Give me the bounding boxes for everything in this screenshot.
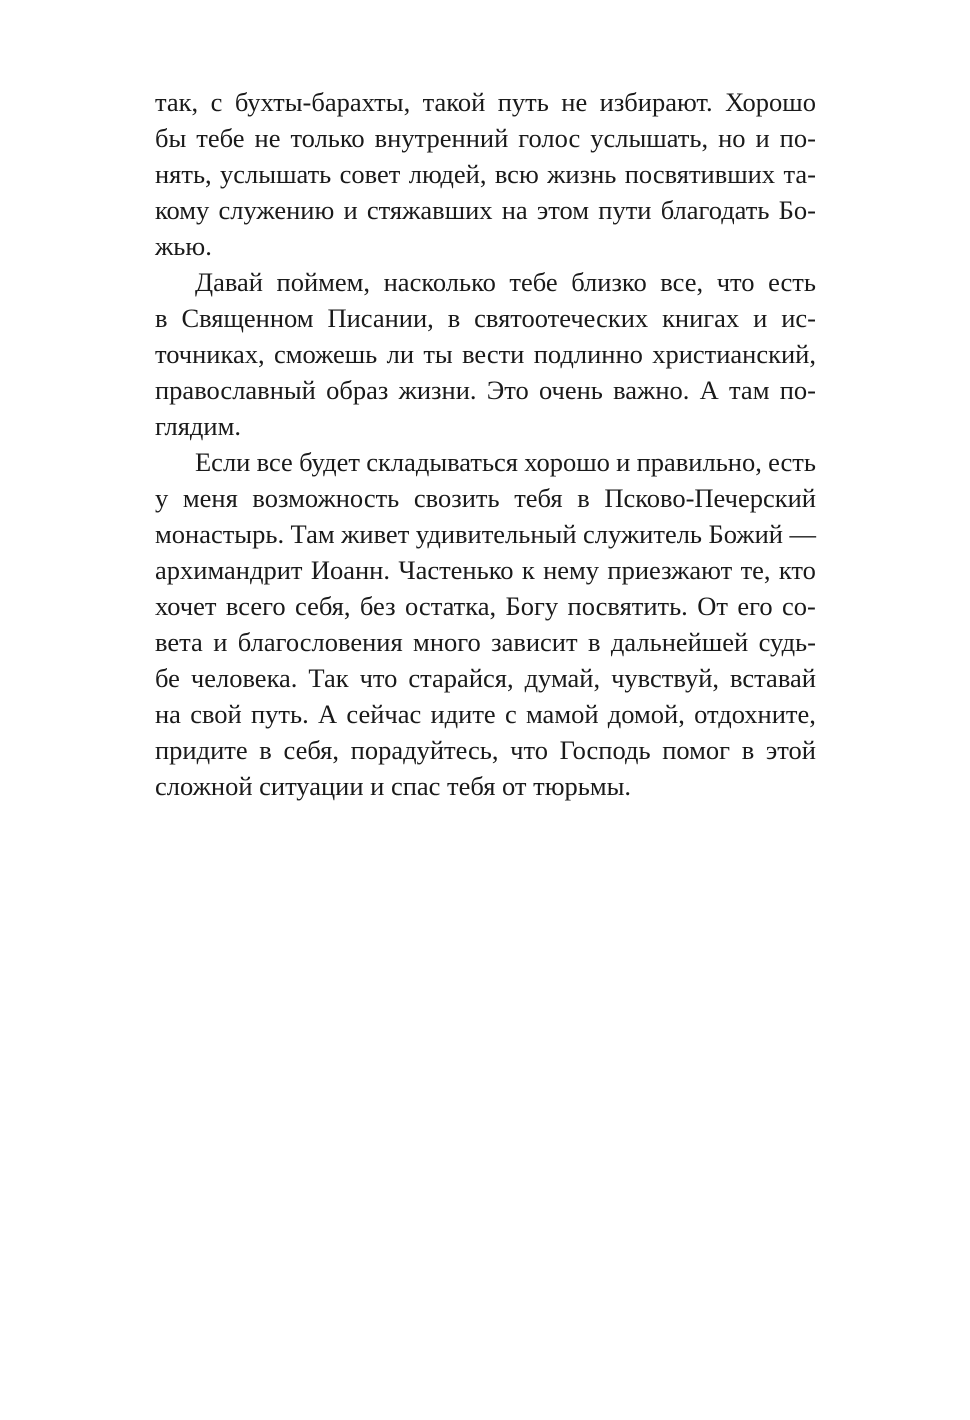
word: в [447,303,461,333]
word: домой, [607,699,685,729]
word: в [155,303,168,333]
word: услышать, [590,123,709,153]
word: к [521,555,535,585]
word: кому [155,195,210,225]
text-line [155,372,816,408]
word: в [259,735,272,765]
text-line: глядим. [155,411,241,441]
word: образ [326,375,389,405]
word: очень [538,375,603,405]
word: От [697,591,728,621]
word: Это [486,375,529,405]
word: этой [765,735,816,765]
text-line [155,516,816,552]
word: Частенько [398,555,514,585]
word: но [718,123,746,153]
word: хорошо [524,447,610,477]
word: Давай [195,267,263,297]
word: со- [782,591,816,621]
word: насколько [383,267,496,297]
word: посвятить. [567,591,688,621]
word: все, [660,267,704,297]
word: не [561,87,588,117]
paragraph [155,444,816,804]
word: себя, [295,591,351,621]
word: книгах [662,303,740,333]
word: с [210,87,223,117]
word: так, [155,87,199,117]
word: ли [386,339,415,369]
word: служитель [582,519,703,549]
text-line [155,588,816,624]
word: свой [190,699,242,729]
word: вести [462,339,525,369]
text-line [155,696,816,732]
word: важно. [613,375,690,405]
word: совет [339,159,401,189]
word: помог [662,735,731,765]
word: путь. [250,699,309,729]
word: порадуйтесь, [350,735,499,765]
text-line [155,624,816,660]
word: Богу [505,591,559,621]
word: стяжавших [366,195,493,225]
word: дальнейшей [610,627,749,657]
word: думай, [524,663,601,693]
word: по- [779,123,816,153]
word: и [343,195,358,225]
word: там [729,375,770,405]
word: его [737,591,773,621]
word: православный [155,375,316,405]
word: у [155,483,169,513]
word: те, [740,555,771,585]
word: этом [536,195,590,225]
word: нему [543,555,600,585]
word: избирают. [599,87,713,117]
word: поймем, [276,267,371,297]
word: — [789,519,816,549]
word: и [753,303,768,333]
text-line [155,156,816,192]
word: христианский, [652,339,816,369]
word: ты [423,339,453,369]
text-column [155,84,816,804]
word: сейчас [346,699,422,729]
word: себя, [283,735,339,765]
word: что [510,735,548,765]
word: придите [155,735,248,765]
text-line [155,660,816,696]
word: не [254,123,281,153]
text-line [155,192,816,228]
word: нять, [155,159,212,189]
word: и [616,447,631,477]
word: Хорошо [725,87,816,117]
word: удивительный [415,519,577,549]
word: жизнь [547,159,617,189]
word: меня [182,483,238,513]
word: и [755,123,770,153]
word: только [290,123,365,153]
word: в [577,483,590,513]
word: хочет [155,591,217,621]
word: тебе [509,267,558,297]
word: бухты-барахты, [234,87,411,117]
word: служению [218,195,335,225]
word: Божий [708,519,783,549]
text-line [155,120,816,156]
word: много [413,627,481,657]
text-line: сложной ситуации и спас тебя от тюрьмы. [155,771,632,801]
word: на [501,195,528,225]
word: монастырь. [155,519,285,549]
word: Господь [559,735,651,765]
paragraph [155,84,816,264]
word: кто [778,555,816,585]
word: все [256,447,293,477]
word: свозить [413,483,500,513]
word: человека. [190,663,298,693]
word: всю [494,159,539,189]
word: Псково-Печерский [604,483,816,513]
word: тебе [196,123,245,153]
word: услышать [220,159,332,189]
word: чувствуй, [611,663,720,693]
word: без [359,591,396,621]
word: что [716,267,755,297]
word: ис- [781,303,816,333]
text-line [155,336,816,372]
text-line [155,300,816,336]
word: возможность [252,483,400,513]
word: старайся, [408,663,514,693]
word: бы [155,123,187,153]
word: Священном [181,303,314,333]
word: есть [768,267,816,297]
word: точниках, [155,339,265,369]
word: вета [155,627,203,657]
word: судь- [758,627,816,657]
word: благословения [237,627,403,657]
word: Бо- [778,195,816,225]
word: в [741,735,755,765]
word: идите [430,699,496,729]
word: и [213,627,228,657]
text-line [155,480,816,516]
text-line [155,552,816,588]
word: Так [308,663,349,693]
word: Иоанн. [310,555,390,585]
text-line [155,84,816,120]
paragraph [155,264,816,444]
word: мамой [525,699,599,729]
word: архимандрит [155,555,303,585]
word: остатка, [405,591,497,621]
text-line [155,732,816,768]
word: А [699,375,719,405]
word: подлинно [533,339,643,369]
word: такой [422,87,486,117]
word: правильно, [636,447,762,477]
word: в [587,627,601,657]
word: отдохните, [694,699,816,729]
word: по- [779,375,816,405]
word: А [317,699,338,729]
word: пути [598,195,652,225]
text-line [155,444,816,480]
word: путь [497,87,549,117]
word: Там [290,519,335,549]
word: голос [518,123,581,153]
word: Писании, [327,303,434,333]
word: святоотеческих [474,303,649,333]
word: зависит [491,627,578,657]
word: что [359,663,398,693]
word: сможешь [273,339,378,369]
word: близко [571,267,647,297]
word: благодать [660,195,770,225]
word: будет [299,447,360,477]
text-line [155,264,816,300]
word: всего [225,591,286,621]
word: жизни. [398,375,477,405]
word: приезжают [607,555,733,585]
word: с [504,699,517,729]
word: внутренний [374,123,509,153]
word: живет [341,519,410,549]
word: Если [195,447,251,477]
word: людей, [408,159,487,189]
word: есть [768,447,816,477]
word: складываться [366,447,518,477]
word: посвятивших [624,159,776,189]
word: бе [155,663,180,693]
text-line: жью. [155,231,212,261]
word: тебя [514,483,563,513]
word: на [155,699,181,729]
word: та- [783,159,816,189]
word: вставай [730,663,816,693]
